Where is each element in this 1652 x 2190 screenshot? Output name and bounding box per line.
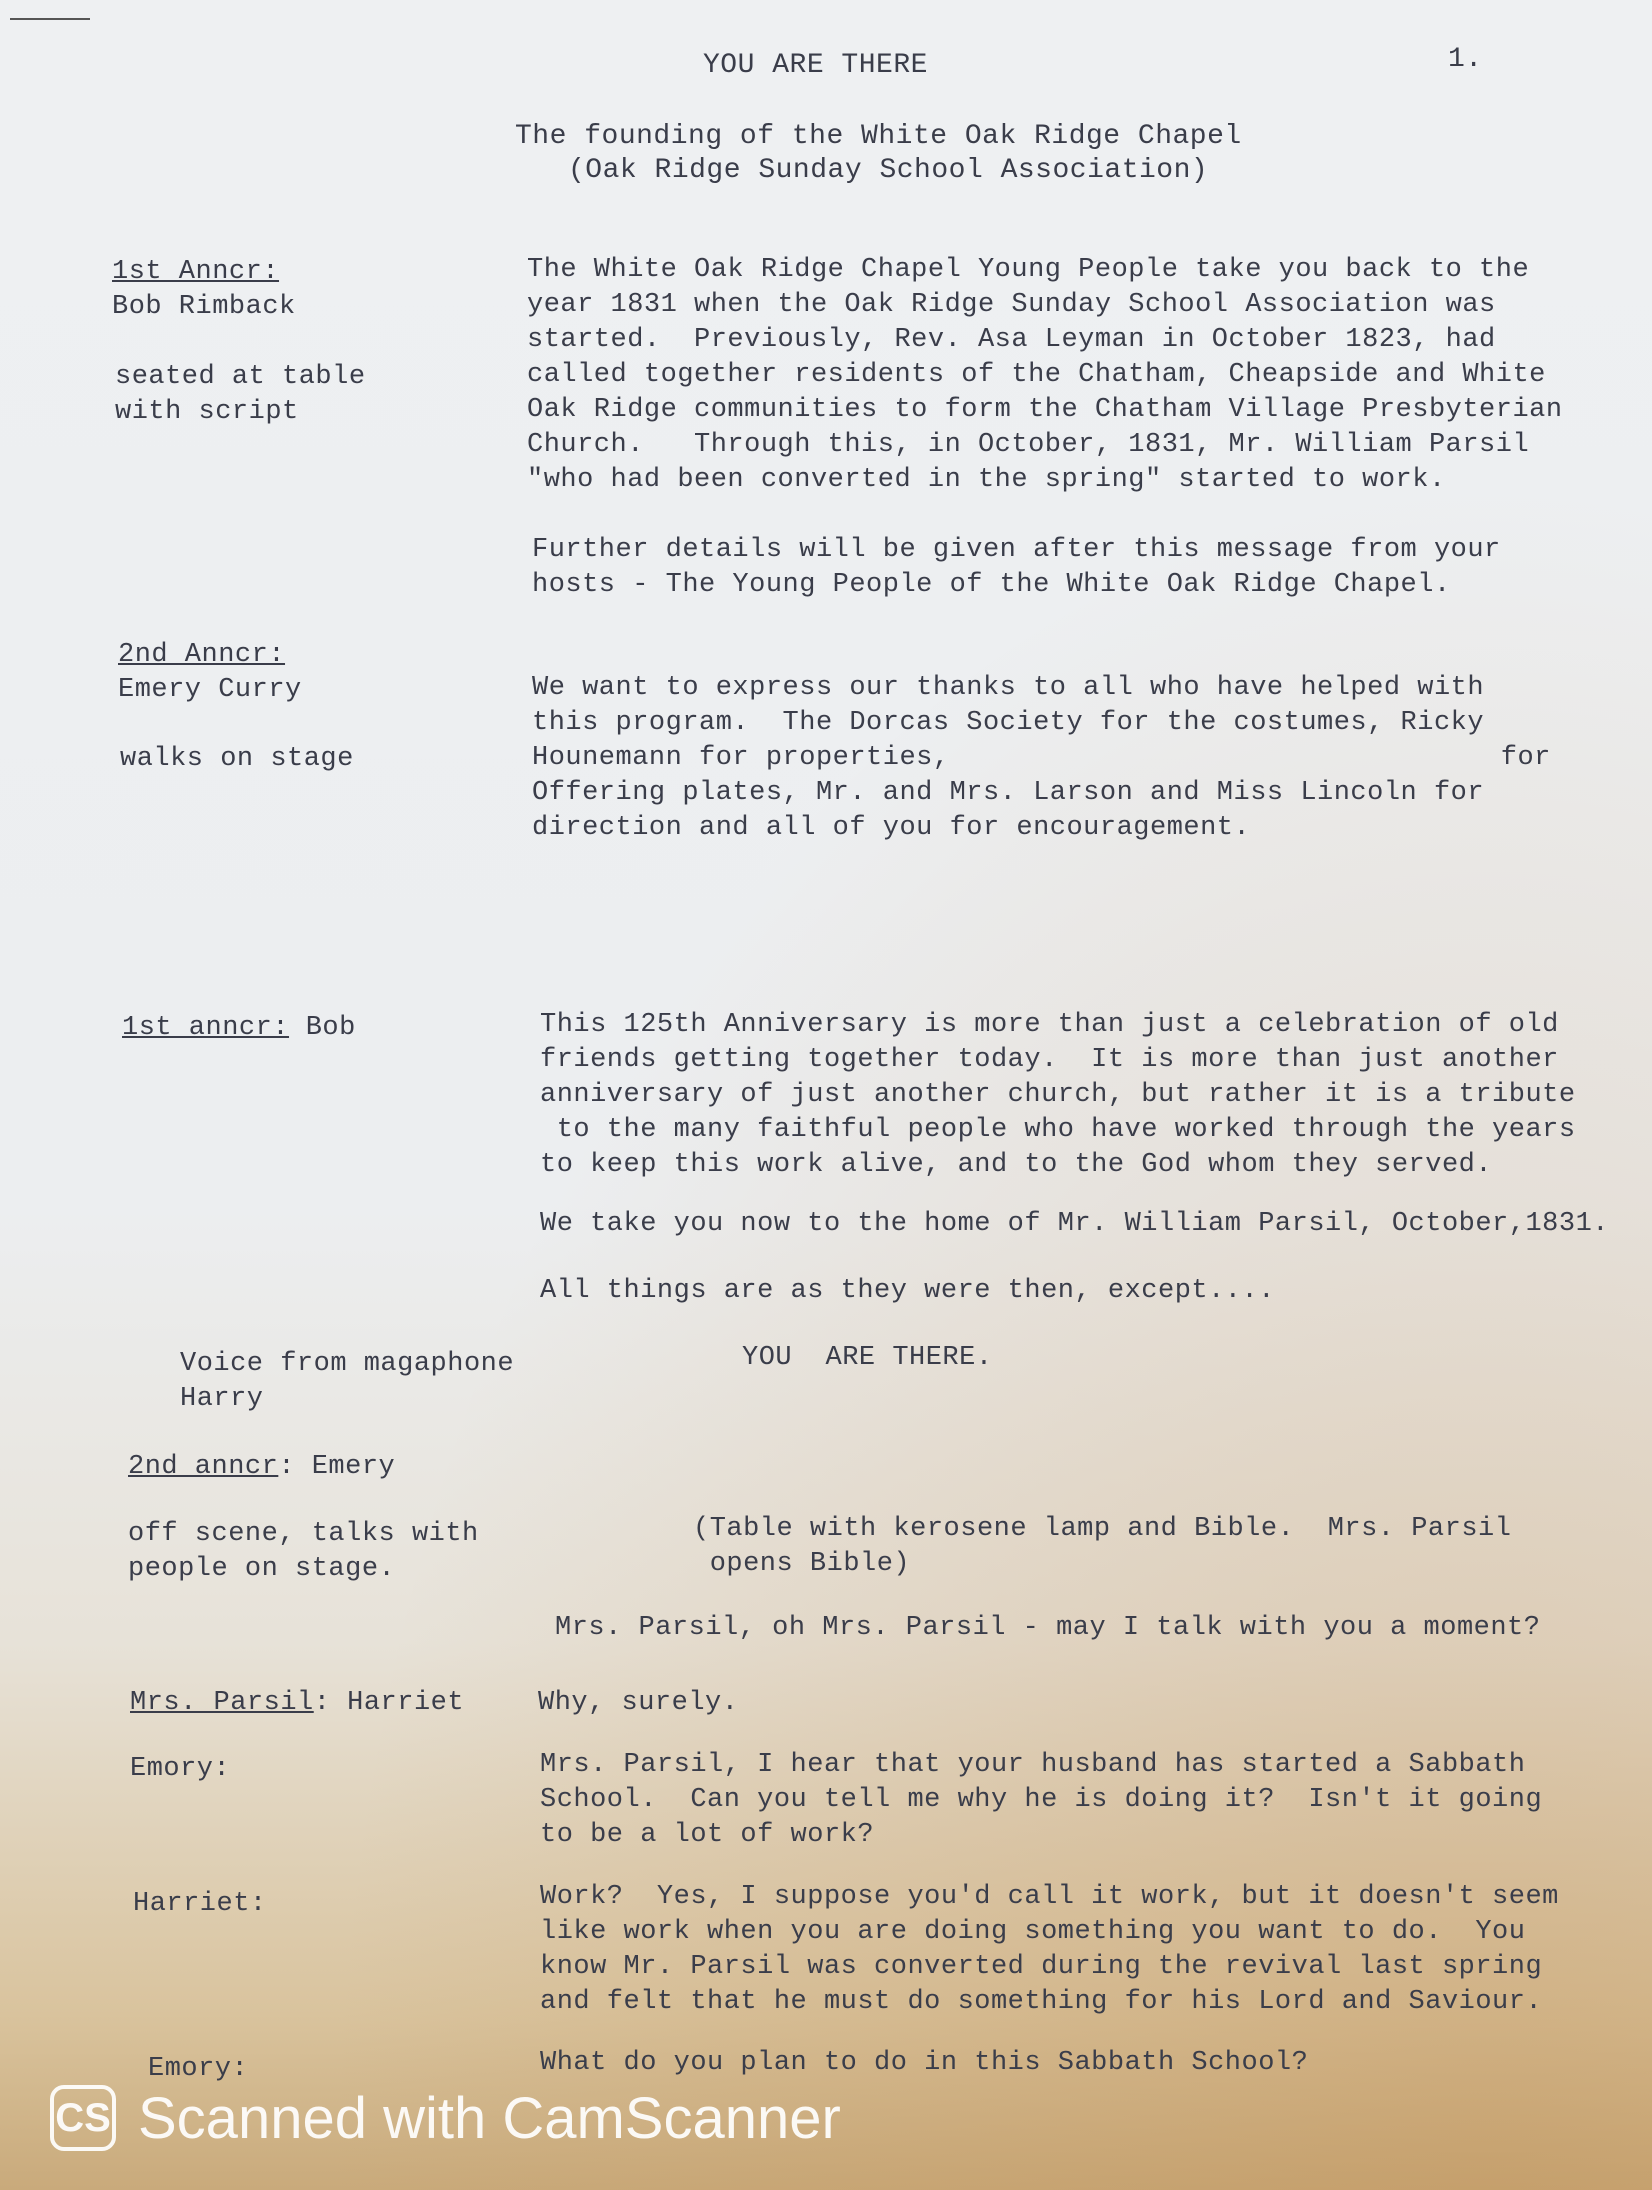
speaker-name: Emery Curry — [118, 675, 302, 705]
speaker-label: 2nd anncr — [128, 1452, 279, 1482]
dialogue-text: The White Oak Ridge Chapel Young People take you back to the year 1831 when the Oak Ridge Sunday School Association was started. Previously, Rev. Asa Leyman in October 1823, had called together residents of the Chatham, Cheapside and White Oak Ridge communities to form the Chatham Village Presbyterian Church. Through this, in October, 1831, Mr. William Parsil "who had been converted in the spring" started to work. — [527, 255, 1563, 495]
dialogue-text: This 125th Anniversary is more than just a celebration of old friends getting together today. It is more than just another anniversary of just another church, but rather it is a tribute to the many faithful people who have worked through the years to keep this work alive, and to the God whom they served. — [540, 1010, 1576, 1180]
speaker-name: : Emery — [278, 1452, 396, 1482]
speaker-row — [128, 1450, 395, 1485]
subtitle-line-1: The founding of the White Oak Ridge Chapel — [515, 121, 1242, 152]
speaker-name: Bob Rimback — [112, 292, 296, 322]
dialogue-text: Work? Yes, I suppose you'd call it work, but it doesn't seem like work when you are doing something you want to do. You know Mr. Parsil was converted during the revival last spring and felt that he must do something for his Lord and Saviour. — [540, 1882, 1559, 2017]
voice-label: Voice from magaphone — [180, 1349, 515, 1379]
speaker-label: 2nd Anncr: — [118, 640, 286, 670]
speaker-label: 1st anncr: — [122, 1013, 290, 1043]
dialogue-text: We want to express our thanks to all who have helped with this program. The Dorcas Society for the costumes, Ricky Hounemann for properties, for Offering plates, Mr. and Mrs. Larson and Miss Lincoln for direction and all of you for encouragement. — [532, 673, 1551, 843]
dialogue-text: We take you now to the home of Mr. William Parsil, October,1831. — [540, 1209, 1609, 1239]
speaker-label: 1st Anncr: — [112, 257, 280, 287]
subtitle-line-2: (Oak Ridge Sunday School Association) — [568, 155, 1209, 186]
dialogue-text: Further details will be given after this message from your hosts - The Young People of the White Oak Ridge Chapel. — [532, 535, 1501, 600]
dialogue-text: Why, surely. — [538, 1688, 739, 1718]
speaker-row — [122, 1011, 356, 1046]
speaker-label: Mrs. Parsil — [130, 1688, 314, 1718]
page-title: YOU ARE THERE — [703, 50, 928, 81]
stage-direction: people on stage. — [128, 1554, 396, 1584]
speaker-row — [130, 1686, 464, 1721]
dialogue-text: Mrs. Parsil, I hear that your husband has started a Sabbath School. Can you tell me why he is doing it? Isn't it going to be a lot of work? — [540, 1750, 1543, 1850]
stage-direction: walks on stage — [120, 744, 354, 774]
stage-direction: off scene, talks with — [128, 1519, 479, 1549]
speaker-name: Bob — [289, 1013, 356, 1043]
speaker-name: : Harriet — [313, 1688, 465, 1718]
voice-name: Harry — [180, 1384, 264, 1414]
dialogue-text: All things are as they were then, except.... — [540, 1276, 1275, 1306]
page-number: 1. — [1448, 44, 1483, 75]
camscanner-logo-icon: CS — [50, 2085, 116, 2151]
dialogue-text: YOU ARE THERE. — [742, 1343, 993, 1373]
stage-direction: with script — [115, 397, 299, 427]
camscanner-watermark — [50, 2083, 841, 2153]
stage-direction-text: (Table with kerosene lamp and Bible. Mrs. Parsil opens Bible) — [693, 1514, 1512, 1579]
dialogue-text: Mrs. Parsil, oh Mrs. Parsil - may I talk with you a moment? — [555, 1613, 1541, 1643]
dialogue-text: What do you plan to do in this Sabbath School? — [540, 2048, 1309, 2078]
watermark-text: Scanned with CamScanner — [138, 2085, 841, 2151]
stage-direction: seated at table — [115, 362, 366, 392]
speaker-label: Emory: — [130, 1754, 231, 1784]
margin-mark — [10, 18, 90, 20]
speaker-label: Harriet: — [133, 1889, 267, 1919]
speaker-label: Emory: — [148, 2054, 249, 2084]
